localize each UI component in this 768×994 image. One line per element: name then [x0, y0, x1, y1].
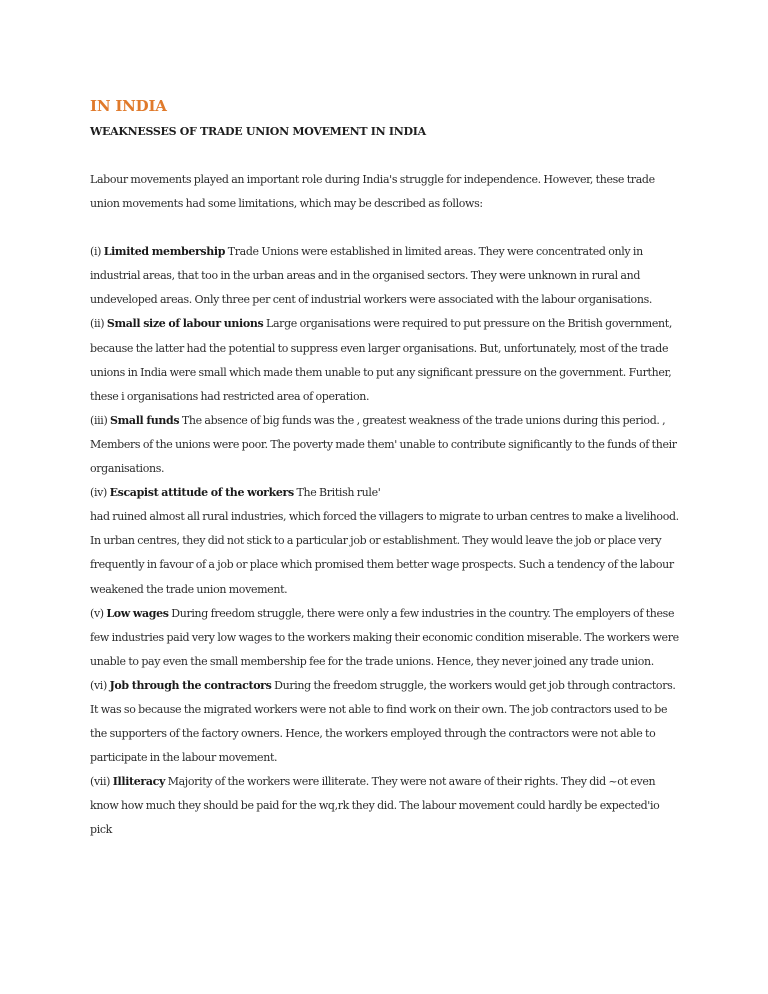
spacer — [90, 144, 682, 168]
section-heading: IN INDIA — [90, 97, 167, 115]
document-page — [90, 92, 682, 843]
item-text: The absence of big funds was the , greatest weakness of the trade unions during this period. , Members of the unions were poor. The poverty made them' unable to contribute significantly to the funds of their organisations. — [90, 413, 677, 476]
item-title: Small funds — [110, 413, 180, 427]
weakness-item-limited-membership — [90, 240, 682, 312]
document-subheading: WEAKNESSES OF TRADE UNION MOVEMENT IN INDIA — [90, 125, 426, 138]
item-title: Small size of labour unions — [106, 317, 264, 331]
item-number: (v) — [90, 606, 104, 620]
weakness-item-escapist-attitude — [90, 481, 682, 505]
weakness-item-escapist-continuation: had ruined almost all rural industries, which forced the villagers to migrate to urban centres to make a livelihood. In urban centres, they did not stick to a particular job or establishment. They would leave the job or place very frequently in favour of a job or place which promised them better wage prospects. Such a tendency of the labour weakened the trade union movement. — [90, 510, 679, 596]
weakness-item-small-size — [90, 312, 682, 408]
item-title: Illiteracy — [112, 775, 166, 789]
item-number: (vii) — [90, 775, 111, 789]
item-text: Majority of the workers were illiterate. They were not aware of their rights. They did ~ot even know how much they should be paid for the wq,rk they did. The labour movement could hardly be expected'io pick — [90, 775, 660, 837]
item-text: During the freedom struggle, the workers would get job through contractors. It was so because the migrated workers were not able to find work on their own. The job contractors used to be the supporters of the factory owners. Hence, the workers employed through the contractors were not able to participate in the labour movement. — [90, 678, 676, 765]
item-title: Low wages — [106, 606, 169, 620]
item-number: (vi) — [90, 678, 107, 692]
item-number: (i) — [90, 245, 102, 259]
item-number: (iii) — [90, 413, 108, 427]
weakness-item-small-funds — [90, 409, 682, 481]
item-text: During freedom struggle, there were only a few industries in the country. The employers of these few industries paid very low wages to the workers making their economic condition miserable. The workers were unable to pay even the small membership fee for the trade unions. Hence, they never joined any trade union. — [90, 606, 679, 668]
item-title: Escapist attitude of the workers — [109, 486, 294, 500]
item-number: (iv) — [90, 486, 107, 500]
item-text: Trade Unions were established in limited areas. They were concentrated only in industrial areas, that too in the urban areas and in the organised sectors. They were unknown in rural and undeveloped areas. Only three per cent of industrial workers were associated with the labour organisations. — [90, 245, 653, 307]
weakness-item-illiteracy — [90, 770, 682, 842]
item-title: Limited membership — [103, 245, 226, 259]
intro-paragraph: Labour movements played an important role during India's struggle for independence. However, these trade union movements had some limitations, which may be described as follows: — [90, 173, 655, 211]
item-text: The British rule' — [296, 486, 381, 500]
item-title: Job through the contractors — [109, 678, 272, 692]
spacer — [90, 216, 682, 240]
weakness-item-low-wages — [90, 602, 682, 674]
item-text: Large organisations were required to put pressure on the British government, because the latter had the potential to suppress even larger organisations. But, unfortunately, most of the trade unions in India were small which made them unable to put any significant pressure on the government. Further, these i organisations had restricted area of operation. — [90, 317, 672, 403]
item-number: (ii) — [90, 317, 105, 331]
weakness-item-contractors — [90, 674, 682, 770]
